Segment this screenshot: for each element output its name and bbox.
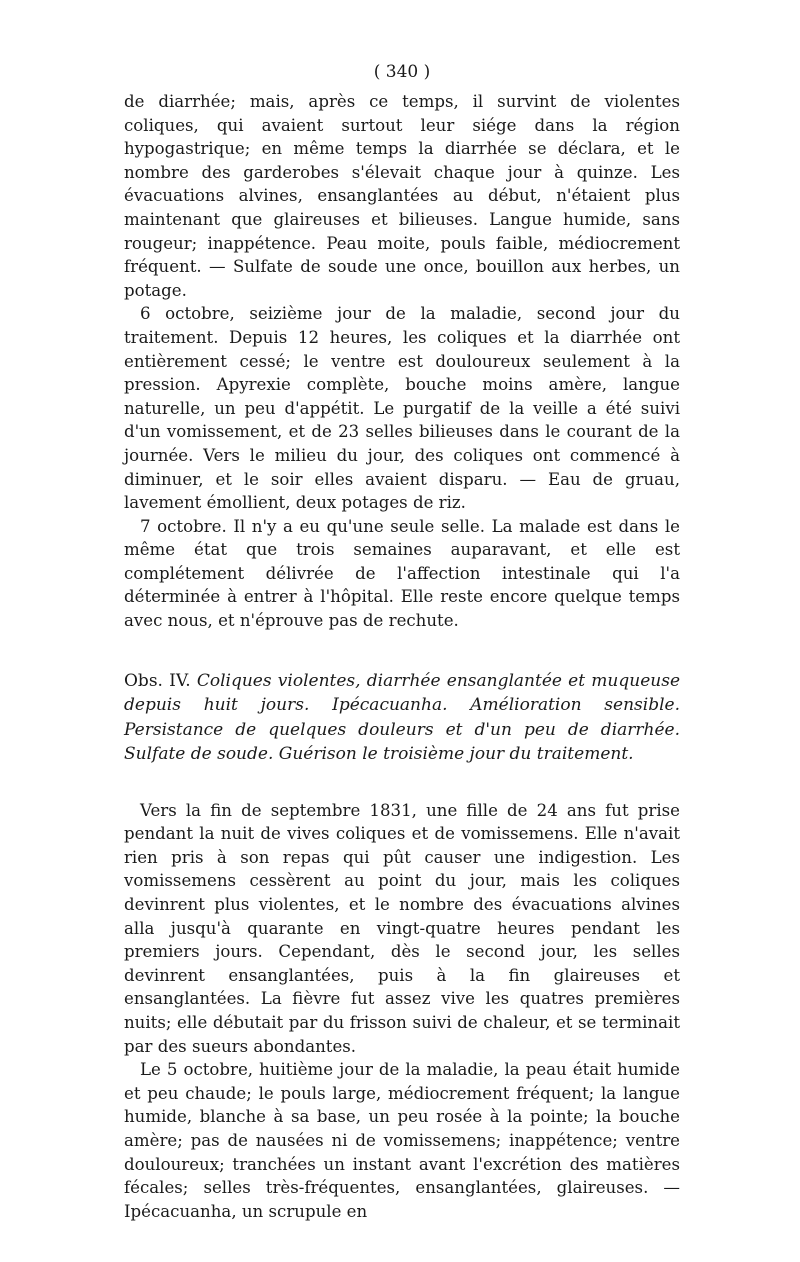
observation-number: Obs. IV. <box>124 670 191 691</box>
paragraph-case-continuation: de diarrhée; mais, après ce temps, il survint de violentes coliques, qui avaient surtout leur siége dans la région hypogastrique; en même temps la diarrhée se déclara, et le nombre des garderobes s'élevait chaque jour à quinze. Les évacuations alvines, ensanglantées au début, n'étaient plus maintenant que glaireuses et bilieuses. Langue humide, sans rougeur; inappétence. Peau moite, pouls faible, médiocrement fréquent. — Sulfate de soude une once, bouillon aux herbes, un potage. <box>124 92 680 300</box>
observation-title: Coliques violentes, diarrhée ensanglantée et muqueuse depuis huit jours. Ipécacuanha. Amélioration sensible. Persistance de quelques douleurs et d'un peu de diarrhée. Sulfate de soude. Guérison le troisième jour du traitement. <box>124 670 681 765</box>
page-number: ( 340 ) <box>373 62 431 82</box>
paragraph-october-7: 7 octobre. Il n'y a eu qu'une seule selle. La malade est dans le même état que trois semaines auparavant, et elle est complétement délivrée de l'affection intestinale qui l'a déterminée à entrer à l'hôpital. Elle reste encore quelque temps avec nous, et n'éprouve pas de rechute. <box>124 516 680 631</box>
observation-heading <box>124 669 680 767</box>
paragraph-october-6: 6 octobre, seizième jour de la maladie, second jour du traitement. Depuis 12 heures, les coliques et la diarrhée ont entièrement cessé; le ventre est douloureux seulement à la pression. Apyrexie complète, bouche moins amère, langue naturelle, un peu d'appétit. Le purgatif de la veille a été suivi d'un vomissement, et de 23 selles bilieuses dans le courant de la journée. Vers le milieu du jour, des coliques ont commencé à diminuer, et le soir elles avaient disparu. — Eau de gruau, lavement émollient, deux potages de riz. <box>124 304 680 513</box>
paragraph-case-history: Vers la fin de septembre 1831, une fille de 24 ans fut prise pendant la nuit de vives coliques et de vomissemens. Elle n'avait rien pris à son repas qui pût causer une indigestion. Les vomissemens cessèrent au point du jour, mais les coliques devinrent plus violentes, et le nombre des évacuations alvines alla jusqu'à quarante en vingt-quatre heures pendant les premiers jours. Cependant, dès le second jour, les selles devinrent ensanglantées, puis à la fin glaireuses et ensanglantées. La fièvre fut assez vive les quatres premières nuits; elle débutait par du frisson suivi de chaleur, et se terminait par des sueurs abondantes. <box>124 800 680 1056</box>
paragraph-october-5: Le 5 octobre, huitième jour de la maladie, la peau était humide et peu chaude; le pouls large, médiocrement fréquent; la langue humide, blanche à sa base, un peu rosée à la pointe; la bouche amère; pas de nausées ni de vomissemens; inappétence; ventre douloureux; tranchées un instant avant l'excrétion des matières fécales; selles très-fréquentes, ensanglantées, glaireuses. — Ipécacuanha, un scrupule en <box>124 1060 680 1221</box>
book-page <box>124 58 680 1223</box>
